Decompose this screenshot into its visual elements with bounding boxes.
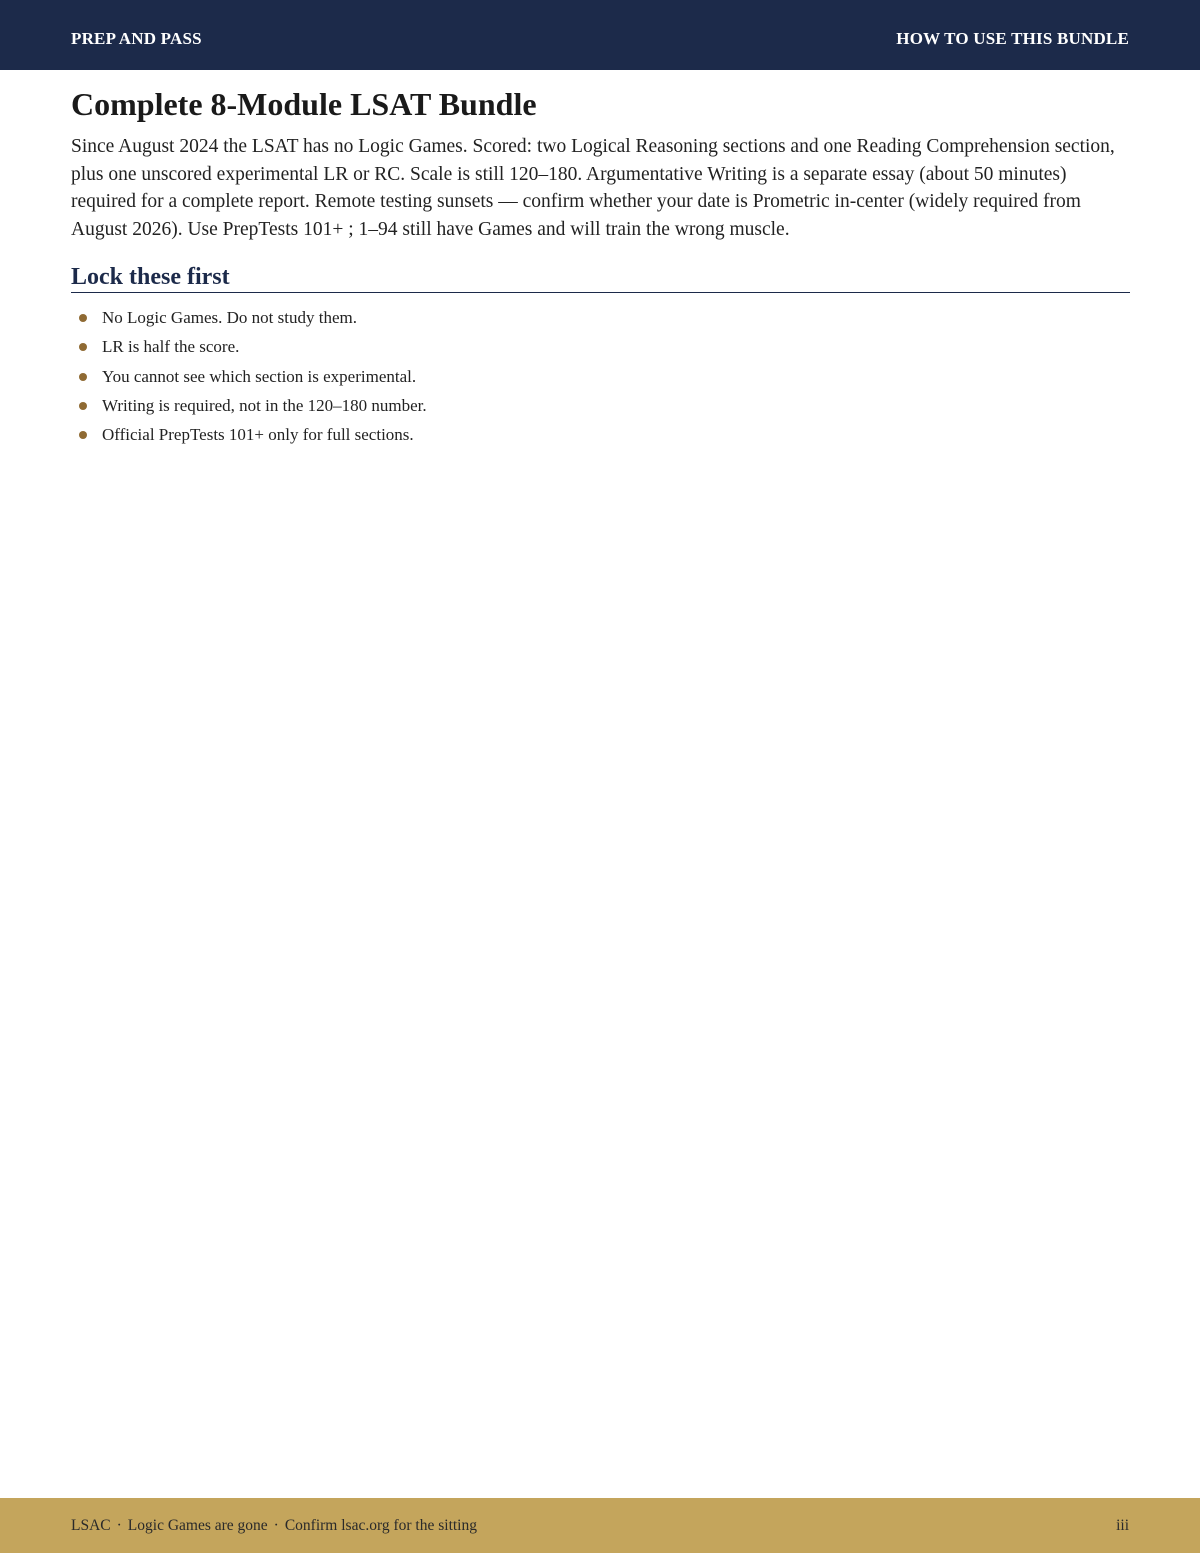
page-content [71,84,1130,449]
footer-text [71,1517,477,1535]
bullet-list [71,303,1130,449]
list-item [71,391,1130,420]
list-item-text: LR is half the score. [102,337,240,357]
running-footer [0,1498,1200,1553]
footer-part-confirm: Confirm lsac.org for the sitting [284,1517,477,1534]
bullet-icon [79,431,87,439]
header-brand: PREP AND PASS [71,29,202,48]
bullet-icon [79,373,87,381]
footer-part-publisher: LSAC [71,1517,111,1534]
list-item [71,420,1130,449]
list-item [71,332,1130,361]
footer-separator: · [116,1517,122,1534]
bullet-icon [79,314,87,322]
list-item [71,303,1130,332]
intro-paragraph: Since August 2024 the LSAT has no Logic Games. Scored: two Logical Reasoning sections and one Reading Comprehension section, plus one unscored experimental LR or RC. Scale is still 120–180. Argumentative Writing is a separate essay (about 50 minutes) required for a complete report. Remote testing sunsets — confirm whether your date is Prometric in-center (widely required from August 2026). Use PrepTests 101+ ; 1–94 still have Games and will train the wrong muscle. [71,136,1115,240]
list-item-text: No Logic Games. Do not study them. [102,308,357,327]
running-header [0,0,1200,70]
footer-separator: · [273,1517,279,1534]
bullet-icon [79,402,87,410]
list-item-text: Writing is required, not in the 120–180 number. [102,395,427,415]
list-item [71,362,1130,391]
bullet-icon [79,343,87,351]
list-item-text: You cannot see which section is experimental. [102,366,417,386]
list-item-text: Official PrepTests 101+ only for full sections. [102,425,414,445]
header-section-title: HOW TO USE THIS BUNDLE [896,29,1129,48]
section-heading: Lock these first [71,263,1130,293]
page-number: iii [1116,1517,1129,1534]
page-title: Complete 8-Module LSAT Bundle [71,86,537,122]
footer-part-note: Logic Games are gone [127,1517,268,1534]
